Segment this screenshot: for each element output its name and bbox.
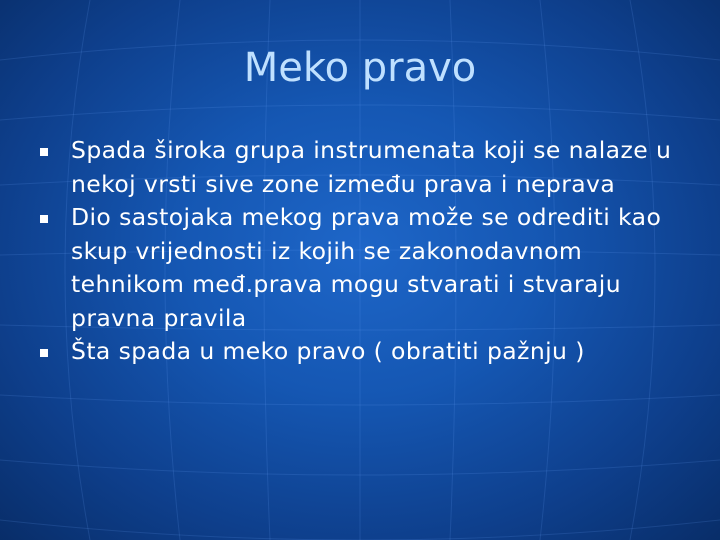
- square-bullet-icon: [40, 215, 48, 223]
- bullet-text: Šta spada u meko pravo ( obratiti pažnju ): [71, 337, 585, 365]
- bullet-item: [40, 335, 700, 369]
- square-bullet-icon: [40, 148, 48, 156]
- slide-title: Meko pravo: [243, 45, 477, 91]
- square-bullet-icon: [40, 349, 48, 357]
- bullet-item: [40, 201, 700, 335]
- bullet-list: [40, 134, 700, 369]
- bullet-text: Spada široka grupa instrumenata koji se nalaze u nekoj vrsti sive zone između prava i neprava: [71, 136, 672, 198]
- bullet-item: [40, 134, 700, 201]
- bullet-text: Dio sastojaka mekog prava može se odrediti kao skup vrijednosti iz kojih se zakonodavnom tehnikom međ.prava mogu stvarati i stvaraju pravna pravila: [71, 203, 662, 332]
